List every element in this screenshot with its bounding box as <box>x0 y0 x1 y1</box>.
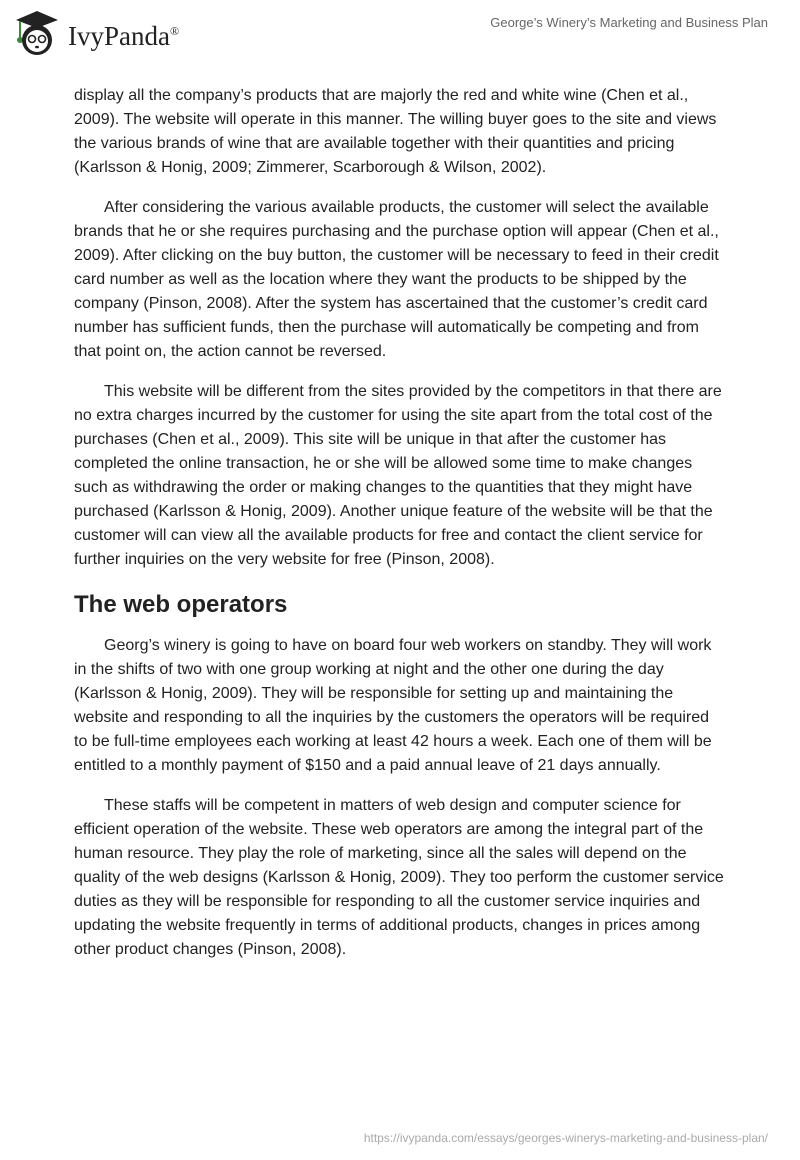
logo-text: IvyPanda <box>68 20 170 51</box>
paragraph: These staffs will be competent in matters of web design and computer science for efficient operation of the website. These web operators are among the integral part of the human resource. They play the role of marketing, since all the sales will depend on the quality of the web designs (Karlsson & Honig, 2009). They too perform the customer service duties as they will be responsible for responding to all the customer service inquiries and updating the website frequently in terms of additional products, changes in prices among other product changes (Pinson, 2008). <box>74 797 724 958</box>
paragraph: This website will be different from the sites provided by the competitors in that there are no extra charges incurred by the customer for using the site apart from the total cost of the purchases (Chen et al., 2009). This site will be unique in that after the customer has completed the online transaction, he or she will be allowed some time to make changes such as withdrawing the order or making changes to the quantities that they might have purchased (Karlsson & Honig, 2009). Another unique feature of the website will be that the customer will can view all the available products for free and contact the client service for further inquiries on the very website for free (Pinson, 2008). <box>74 383 722 568</box>
document-title: George’s Winery’s Marketing and Business Plan <box>490 15 768 30</box>
paragraph: After considering the various available products, the customer will select the available brands that he or she requires purchasing and the purchase option will appear (Chen et al., 2009). After clicking on the buy button, the customer will be necessary to feed in their credit card number as well as the location where they want the products to be shipped by the company (Pinson, 2008). After the system has ascertained that the customer’s credit card number has sufficient funds, then the purchase will automatically be competing and from that point on, the action cannot be reversed. <box>74 199 719 360</box>
section-heading: The web operators <box>74 591 288 618</box>
registered-mark: ® <box>169 23 180 38</box>
source-url[interactable]: https://ivypanda.com/essays/georges-winerys-marketing-and-business-plan/ <box>363 1131 768 1145</box>
paragraph: display all the company’s products that are majorly the red and white wine (Chen et al., 2009). The website will operate in this manner. The willing buyer goes to the site and views the various brands of wine that are available together with their quantities and pricing (Karlsson & Honig, 2009; Zimmerer, Scarborough & Wilson, 2002). <box>74 87 717 176</box>
paragraph: Georg’s winery is going to have on board four web workers on standby. They will work in the shifts of two with one group working at night and the other one during the day (Karlsson & Honig, 2009). They will be responsible for setting up and maintaining the website and responding to all the inquiries by the customers the operators will be required to be full-time employees each working at least 42 hours a week. Each one of them will be entitled to a monthly payment of $150 and a paid annual leave of 21 days annually. <box>74 637 712 774</box>
essay-body <box>74 84 726 978</box>
ivypanda-logo[interactable] <box>12 8 179 58</box>
page-header <box>0 0 800 60</box>
panda-graduate-icon <box>12 8 62 58</box>
